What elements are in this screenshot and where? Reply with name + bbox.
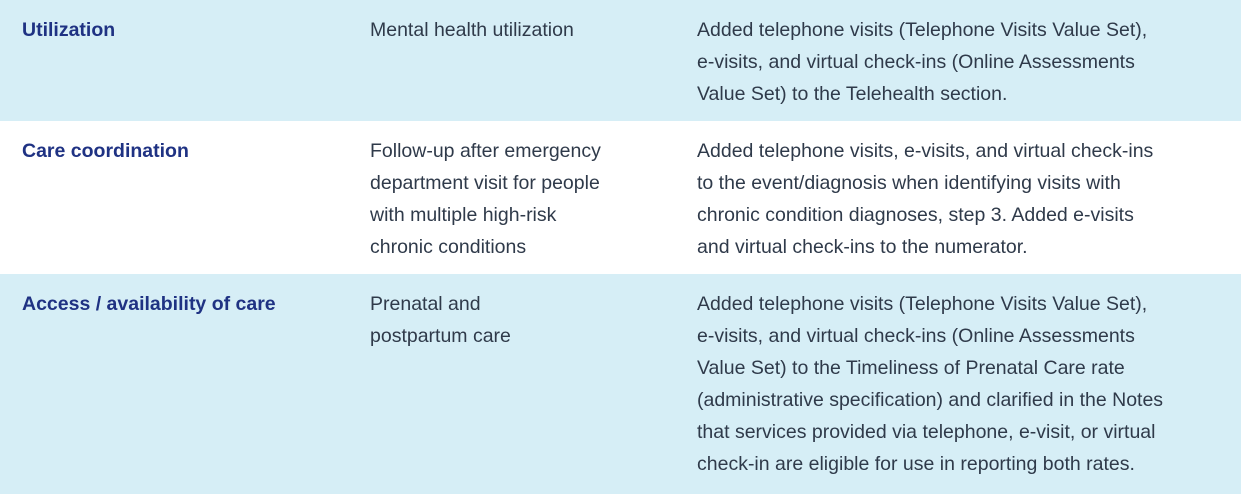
table-row [0, 121, 1241, 274]
change-description-cell: Added telephone visits, e-visits, and virtual check-ins to the event/diagnosis when identifying visits with chronic condition diagnoses, step 3. Added e-visits and virtual check-ins to the numerator. [697, 140, 1154, 258]
table-row [0, 0, 1241, 121]
change-description-cell: Added telephone visits (Telephone Visits Value Set), e-visits, and virtual check-ins (Online Assessments Value Set) to the Telehealth section. [697, 19, 1148, 105]
table-row [0, 274, 1241, 494]
change-description-cell: Added telephone visits (Telephone Visits Value Set), e-visits, and virtual check-ins (Online Assessments Value Set) to the Timeliness of Prenatal Care rate (administrative specification) and clarified in the Notes that services provided via telephone, e-visit, or virtual check-in are eligible for use in reporting both rates. [697, 293, 1164, 475]
category-cell: Care coordination [22, 140, 189, 162]
measure-cell: Follow-up after emergency department visit for people with multiple high-risk chronic conditions [370, 140, 601, 258]
measure-cell: Prenatal and postpartum care [370, 293, 511, 347]
category-cell: Utilization [22, 19, 116, 41]
category-cell: Access / availability of care [22, 293, 276, 315]
measure-cell: Mental health utilization [370, 19, 574, 41]
